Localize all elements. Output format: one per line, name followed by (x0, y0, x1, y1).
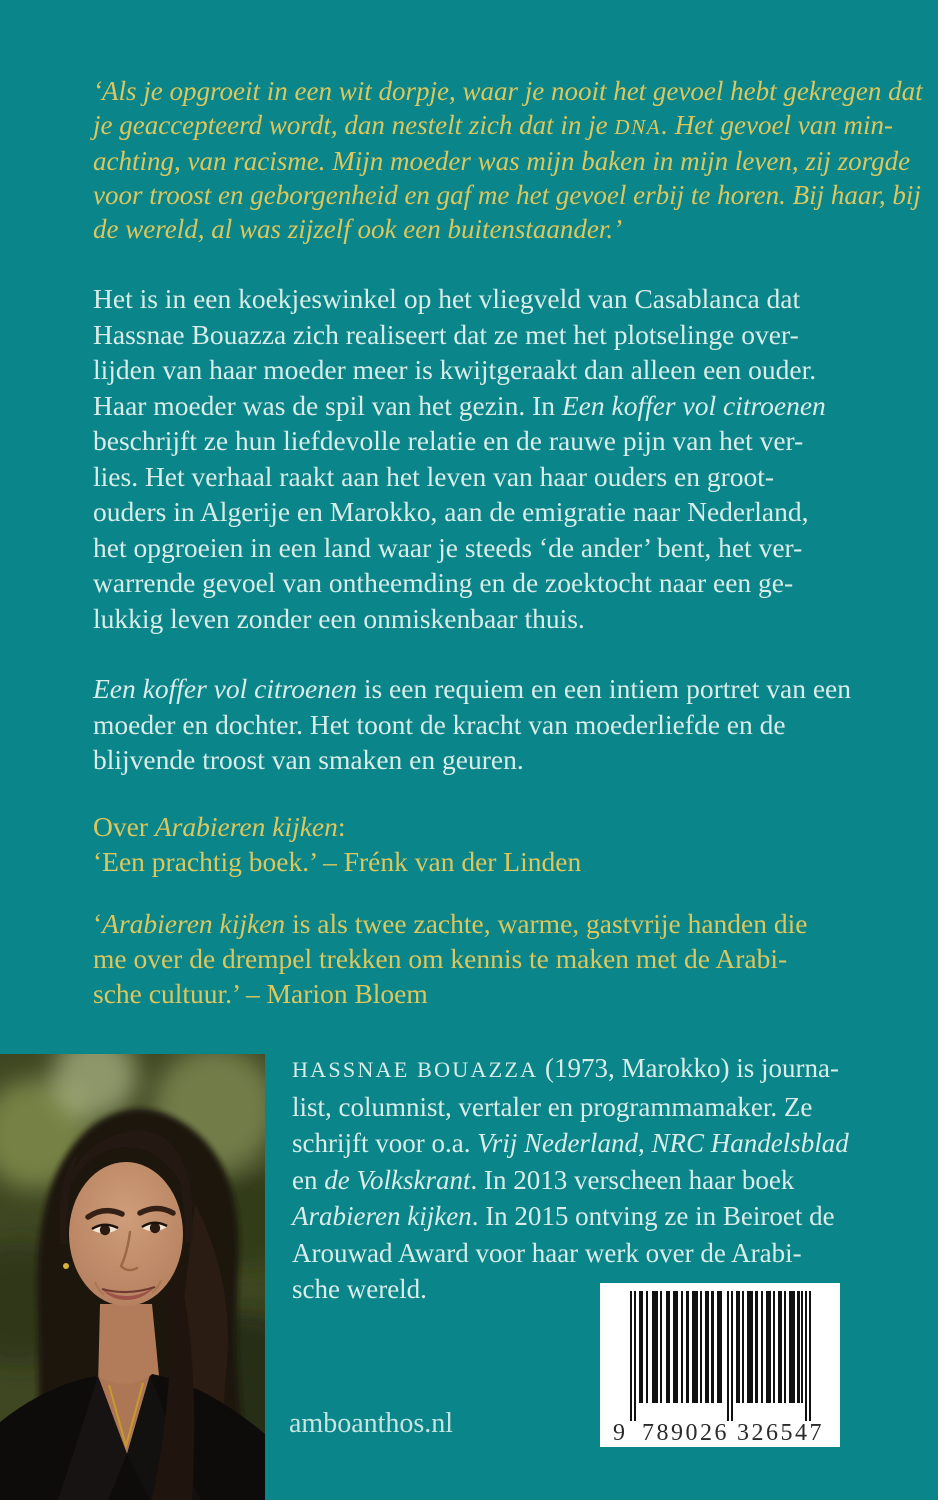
book-title-italic: Arabieren kijken (154, 811, 338, 842)
book-title-italic: Arabieren kijken (102, 908, 286, 939)
isbn-digit-group-3: 326547 (737, 1420, 824, 1446)
dna-smallcaps: DNA (614, 115, 662, 139)
quote-line: je geaccepteerd wordt, dan nestelt zich dat in je DNA. Het gevoel van min- (93, 110, 893, 140)
publication-italic: Vrij Nederland (477, 1128, 638, 1158)
blurb-paragraph-2: Een koffer vol citroenen is een requiem en een intiem portret van een moeder en dochter. Het toont de kracht van moederliefde en de blijvende troost van smaken en geuren. (93, 673, 851, 775)
isbn-digit-group-2: 789026 (642, 1420, 729, 1446)
publication-italic: de Volkskrant (324, 1164, 471, 1195)
author-portrait-illustration (0, 1054, 265, 1500)
ean13-barcode-graphic (600, 1283, 840, 1447)
barcode (600, 1283, 840, 1447)
blurb-paragraph-1: Het is in een koekjeswinkel op het vliegveld van Casablanca dat Hassnae Bouazza zich realiseert dat ze met het plotselinge over- lijden van haar moeder meer is kwijtgeraakt dan alleen een ouder. Haar moeder was de spil van het gezin. In Een koffer vol citroenen beschrijft ze hun liefdevolle relatie en de rauwe pijn van het ver- lies. Het verhaal raakt aan het leven van haar ouders en groot- ouders in Algerije en Marokko, aan de emigratie naar Nederland, het opgroeien in een land waar je steeds ‘de ander’ bent, het ver- warrende gevoel van ontheemding en de zoektocht naar een ge- lukkig leven zonder een onmiskenbaar thuis. (93, 283, 826, 634)
book-title-italic: Arabieren kijken (292, 1201, 472, 1231)
book-title-italic: Een koffer vol citroenen (93, 673, 357, 704)
quote-line: de wereld, al was zijzelf ook een buitenstaander.’ (93, 214, 623, 244)
book-title-italic: Een koffer vol citroenen (561, 389, 826, 421)
quote-line: voor troost en geborgenheid en gaf me het gevoel erbij te horen. Bij haar, bij (93, 180, 921, 210)
author-name-smallcaps: HASSNAE BOUAZZA (292, 1057, 539, 1082)
press-quote-marion: ‘Arabieren kijken is als twee zachte, warme, gastvrije handen die me over de drempel trekken om kennis te maken met de Arabi- sche cultuur.’ – Marion Bloem (93, 908, 808, 1009)
author-photo (0, 1054, 265, 1500)
publisher-website: amboanthos.nl (289, 1408, 454, 1439)
top-pull-quote (93, 74, 923, 246)
publication-italic: NRC Handelsblad (651, 1128, 849, 1158)
isbn-digit-group-1: 9 (613, 1420, 625, 1446)
quote-line: achting, van racisme. Mijn moeder was mijn baken in mijn leven, zij zorgde (93, 146, 911, 176)
press-quote-frenk: Over Arabieren kijken: ‘Een prachtig boek.’ – Frénk van der Linden (93, 811, 582, 877)
author-bio: HASSNAE BOUAZZA (1973, Marokko) is journa- list, columnist, vertaler en programmamaker. Ze schrijft voor o.a. Vrij Nederland, NRC Handelsblad en de Volkskrant. In 2013 verscheen haar boek Arabieren kijken. In 2015 ontving ze in Beiroet de Arouwad Award voor haar werk over de Arabi- sche wereld. (292, 1053, 849, 1304)
quote-line: ‘Als je opgroeit in een wit dorpje, waar je nooit het gevoel hebt gekregen dat (93, 76, 923, 106)
